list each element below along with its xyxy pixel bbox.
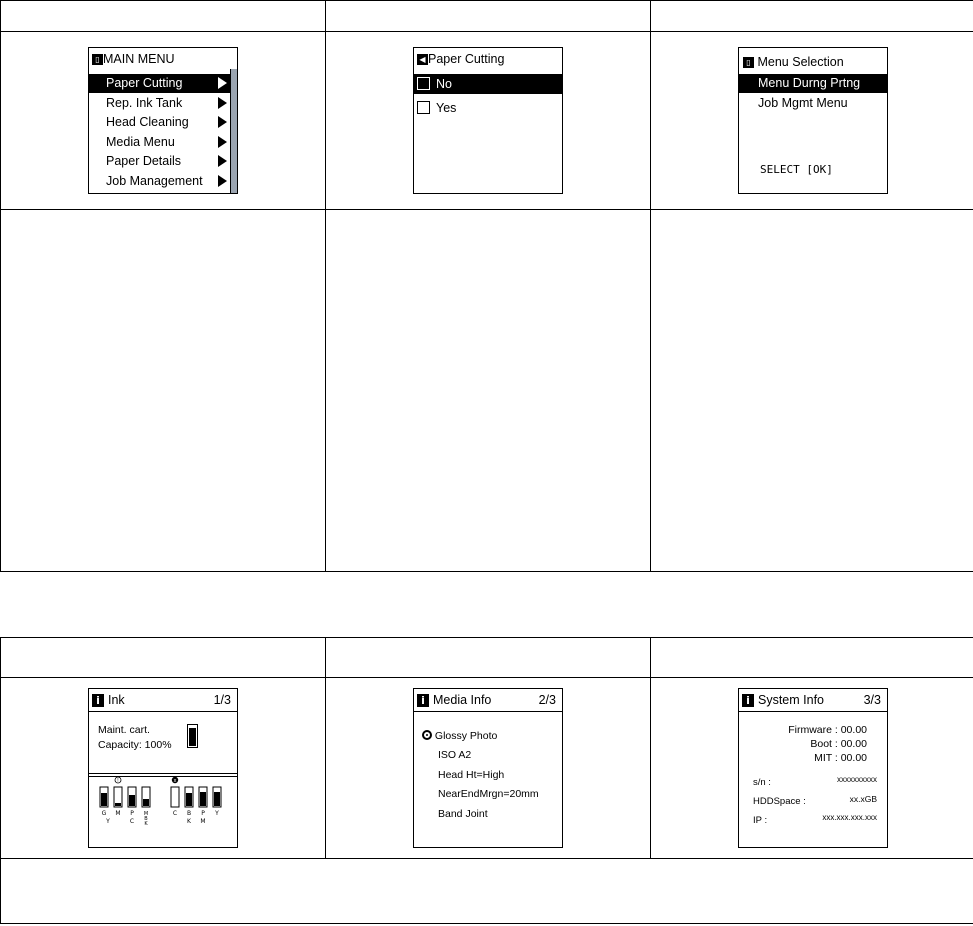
menu-item-paper-details[interactable]	[89, 152, 230, 171]
ink-tank-label: M	[115, 810, 121, 817]
menu-item-label: Paper Details	[106, 154, 182, 168]
ink-screen	[88, 688, 238, 848]
menu-item-rep-ink-tank[interactable]	[89, 94, 230, 113]
ink-level	[115, 803, 121, 806]
header-cell-3	[651, 1, 973, 32]
arrow-right-icon	[218, 97, 227, 109]
ink-bottom-label: Y	[106, 818, 110, 825]
hdd-value: xx.xGB	[849, 794, 877, 804]
maint-cart-fill	[189, 728, 196, 746]
select-ok-prompt: SELECT [OK]	[760, 163, 833, 176]
ink-header	[89, 689, 237, 712]
divider	[89, 773, 237, 774]
header-cell-1	[1, 1, 326, 32]
checkbox-no[interactable]	[417, 77, 430, 90]
mbk-label: B	[144, 816, 148, 822]
sn-label: s/n :	[753, 777, 771, 788]
option-no[interactable]	[414, 74, 562, 94]
ip-row	[753, 812, 877, 826]
ink-tank-label: B	[186, 810, 192, 817]
menu-selection-screen	[738, 47, 888, 194]
menu-item-label: Menu Durng Prtng	[758, 76, 861, 90]
body-cell-3	[651, 210, 973, 572]
maint-cart-info	[98, 723, 172, 753]
info-screens-table	[0, 637, 973, 924]
near-end-margin-value: NearEndMrgn=20mm	[438, 788, 539, 800]
head-height-value: Head Ht=High	[438, 768, 505, 781]
hdd-label: HDDSpace :	[753, 796, 806, 807]
ink-tank-label: C	[172, 810, 178, 817]
menu-selection-cell	[651, 32, 973, 210]
body-cell-2	[326, 210, 651, 572]
sn-value: xxxxxxxxxx	[837, 775, 877, 784]
ink-tanks-chart	[89, 777, 237, 847]
ink-cell	[1, 678, 326, 859]
ink-level	[214, 792, 220, 806]
menu-item-job-mgmt[interactable]	[739, 94, 887, 113]
back-arrow-icon[interactable]: ◀	[417, 54, 428, 65]
menu-item-label: Head Cleaning	[106, 115, 189, 129]
header-cell-4	[1, 638, 326, 678]
maint-cart-label: Maint. cart.	[98, 724, 150, 736]
media-info-title: Media Info	[433, 693, 492, 707]
ip-label: IP :	[753, 815, 768, 826]
menu-selection-title: Menu Selection	[757, 55, 844, 69]
paper-cutting-cell	[326, 32, 651, 210]
paper-cutting-header	[417, 50, 562, 69]
option-label: No	[436, 77, 452, 91]
menu-item-label: Paper Cutting	[106, 76, 183, 90]
menu-item-head-cleaning[interactable]	[89, 113, 230, 132]
main-menu-screen	[88, 47, 238, 194]
arrow-right-icon	[218, 155, 227, 167]
body-cell-1	[1, 210, 326, 572]
menu-item-label: Media Menu	[106, 135, 175, 149]
ink-level	[129, 795, 135, 806]
page-indicator: 1/3	[213, 693, 231, 707]
media-type-value: Glossy Photo	[434, 730, 498, 742]
menu-item-label: Job Management	[106, 174, 203, 188]
ip-value: xxx.xxx.xxx.xxx	[822, 813, 877, 822]
ink-tank	[171, 787, 179, 807]
option-label: Yes	[436, 101, 457, 115]
ink-tank-label: P	[130, 810, 134, 817]
sn-row	[753, 774, 877, 788]
system-info-cell	[651, 678, 973, 859]
arrow-right-icon	[218, 136, 227, 148]
checkbox-yes[interactable]	[417, 101, 430, 114]
page-indicator: 3/3	[863, 693, 881, 707]
ink-level	[101, 793, 107, 806]
main-menu-title: MAIN MENU	[103, 52, 175, 66]
media-info-screen	[413, 688, 563, 848]
firmware-version: Firmware : 00.00	[788, 724, 867, 736]
header-cell-5	[326, 638, 651, 678]
ink-bottom-label: C	[129, 818, 135, 825]
system-info-title: System Info	[758, 693, 824, 707]
option-yes[interactable]	[414, 98, 562, 118]
mit-version: MIT : 00.00	[814, 752, 867, 764]
info-icon: i	[92, 694, 104, 707]
capacity-label: Capacity: 100%	[98, 739, 172, 751]
system-info-header	[739, 689, 887, 712]
menu-item-label: Rep. Ink Tank	[106, 96, 183, 110]
paper-size-value: ISO A2	[438, 749, 472, 761]
ink-tank-label: P	[201, 810, 205, 817]
menu-item-media-menu[interactable]	[89, 133, 230, 152]
header-cell-2	[326, 1, 651, 32]
arrow-right-icon	[218, 175, 227, 187]
mbk-label: K	[144, 821, 148, 827]
info-icon: i	[742, 694, 754, 707]
ink-level	[143, 799, 149, 806]
ink-tank-label: G	[101, 810, 107, 817]
warning-mark: !	[117, 778, 119, 785]
menu-item-label: Job Mgmt Menu	[758, 96, 848, 110]
version-block	[788, 723, 867, 765]
ink-tank-label: Y	[215, 810, 219, 817]
menu-item-job-management[interactable]	[89, 172, 230, 191]
ink-level	[186, 793, 192, 806]
media-type-line	[422, 727, 539, 746]
error-mark: x	[173, 778, 177, 784]
scrollbar[interactable]	[230, 69, 237, 193]
band-joint-value: Band Joint	[438, 807, 488, 820]
ink-title: Ink	[108, 693, 125, 707]
roll-paper-icon	[422, 730, 432, 740]
mbk-label: M	[143, 811, 149, 817]
arrow-right-icon	[218, 77, 227, 89]
ink-level	[200, 792, 206, 806]
menu-selection-header	[743, 53, 887, 72]
page-indicator: 2/3	[538, 693, 556, 707]
maint-cart-gauge	[187, 724, 198, 748]
ink-bottom-label: M	[200, 818, 206, 825]
menu-item-paper-cutting[interactable]	[89, 74, 230, 93]
media-info-cell	[326, 678, 651, 859]
info-icon: i	[417, 694, 429, 707]
menu-icon: ▯	[743, 57, 754, 68]
ink-bottom-label: K	[187, 818, 191, 825]
menu-item-durng-prtng[interactable]	[739, 74, 887, 93]
paper-cutting-screen	[413, 47, 563, 194]
footer-cell	[1, 859, 973, 924]
media-info-lines	[422, 727, 539, 824]
system-info-screen	[738, 688, 888, 848]
menu-icon: ▯	[92, 54, 103, 65]
hdd-row	[753, 793, 877, 807]
main-menu-header	[92, 50, 237, 69]
arrow-right-icon	[218, 116, 227, 128]
boot-version: Boot : 00.00	[810, 738, 867, 750]
main-menu-cell	[1, 32, 326, 210]
media-info-header	[414, 689, 562, 712]
paper-cutting-title: Paper Cutting	[428, 52, 505, 66]
header-cell-6	[651, 638, 973, 678]
